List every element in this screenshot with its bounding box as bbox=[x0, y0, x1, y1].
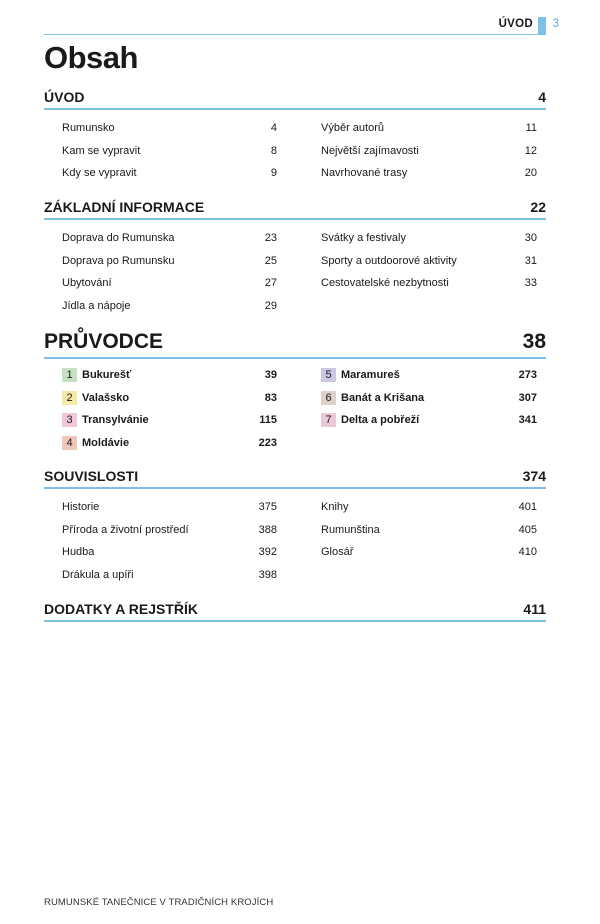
guide-chapter-entry[interactable] bbox=[62, 368, 277, 391]
entries-right-column bbox=[321, 121, 537, 189]
entry-page: 375 bbox=[258, 501, 277, 513]
entries-left-column bbox=[62, 231, 277, 321]
entry-label: Kam se vypravit bbox=[62, 144, 141, 157]
entry-label: Svátky a festivaly bbox=[321, 232, 406, 244]
guide-chapter-entry[interactable] bbox=[62, 413, 277, 436]
section-dodatky-heading[interactable] bbox=[44, 600, 546, 622]
entry-label: Historie bbox=[62, 501, 100, 513]
entry-label: Valašsko bbox=[82, 391, 130, 404]
section-title: ÚVOD bbox=[44, 89, 85, 105]
guide-chapter-entry[interactable] bbox=[321, 391, 537, 414]
entry-page: 405 bbox=[518, 523, 537, 536]
chapter-number-badge: 7 bbox=[321, 413, 336, 427]
section-page: 38 bbox=[522, 330, 546, 353]
toc-entry[interactable] bbox=[62, 568, 277, 591]
toc-entry[interactable] bbox=[62, 121, 277, 144]
section-pruvodce-heading[interactable] bbox=[44, 329, 546, 359]
entry-label: Největší zajímavosti bbox=[321, 144, 419, 157]
toc-entry[interactable] bbox=[62, 254, 277, 277]
entries-right-column bbox=[321, 368, 537, 436]
entry-page: 392 bbox=[258, 546, 277, 558]
section-souvislosti-heading[interactable] bbox=[44, 467, 546, 489]
entries-right-column bbox=[321, 231, 537, 299]
entry-page: 31 bbox=[524, 254, 537, 267]
entry-page: 410 bbox=[518, 546, 537, 558]
entries-left-column bbox=[62, 121, 277, 189]
entry-page: 33 bbox=[524, 277, 537, 289]
entry-page: 30 bbox=[524, 232, 537, 244]
toc-entry[interactable] bbox=[321, 121, 537, 144]
toc-entry[interactable] bbox=[62, 523, 277, 546]
entries-left-column bbox=[62, 368, 277, 458]
toc-entry[interactable] bbox=[321, 276, 537, 299]
entry-page: 9 bbox=[270, 167, 277, 179]
chapter-number-badge: 1 bbox=[62, 368, 77, 382]
entry-label: Příroda a životní prostředí bbox=[62, 523, 189, 536]
entry-page: 12 bbox=[524, 144, 537, 157]
guide-chapter-entry[interactable] bbox=[62, 391, 277, 414]
entries-left-column bbox=[62, 500, 277, 590]
entry-page: 29 bbox=[264, 299, 277, 312]
entry-label: Drákula a upíři bbox=[62, 568, 134, 581]
toc-entry[interactable] bbox=[321, 500, 537, 523]
toc-entry[interactable] bbox=[321, 254, 537, 277]
entry-label: Rumunsko bbox=[62, 122, 115, 134]
guide-chapter-entry[interactable] bbox=[321, 413, 537, 436]
section-uvod-heading[interactable] bbox=[44, 88, 546, 110]
entry-label: Cestovatelské nezbytnosti bbox=[321, 277, 449, 289]
section-page: 4 bbox=[538, 89, 546, 105]
guide-chapter-entry[interactable] bbox=[321, 368, 537, 391]
toc-entry[interactable] bbox=[321, 523, 537, 546]
entry-label: Bukurešť bbox=[82, 369, 132, 381]
entry-label: Kdy se vypravit bbox=[62, 167, 137, 179]
entry-page: 4 bbox=[270, 122, 277, 134]
toc-entry[interactable] bbox=[62, 545, 277, 568]
entry-page: 398 bbox=[258, 568, 277, 581]
entry-label: Ubytování bbox=[62, 277, 112, 289]
entry-page: 115 bbox=[259, 414, 277, 426]
entry-label: Hudba bbox=[62, 546, 95, 558]
entry-label: Doprava do Rumunska bbox=[62, 232, 175, 244]
section-page: 374 bbox=[522, 468, 546, 484]
entry-page: 401 bbox=[518, 501, 537, 513]
toc-entry[interactable] bbox=[62, 144, 277, 167]
entry-page: 341 bbox=[518, 414, 537, 426]
entry-label: Jídla a nápoje bbox=[62, 299, 131, 312]
entry-label: Doprava po Rumunsku bbox=[62, 254, 175, 267]
chapter-number-badge: 6 bbox=[321, 391, 336, 405]
page-number: 3 bbox=[552, 18, 559, 30]
toc-entry[interactable] bbox=[321, 144, 537, 167]
entry-page: 25 bbox=[264, 254, 277, 267]
photo-caption-footer: RUMUNSKÉ TANEČNICE V TRADIČNÍCH KROJÍCH bbox=[44, 897, 274, 908]
entry-page: 23 bbox=[264, 232, 277, 244]
entries-right-column bbox=[321, 500, 537, 568]
toc-entry[interactable] bbox=[62, 166, 277, 189]
entry-page: 307 bbox=[518, 391, 537, 404]
entry-page: 83 bbox=[264, 391, 277, 404]
toc-entry[interactable] bbox=[62, 299, 277, 322]
section-title: PRŮVODCE bbox=[44, 330, 164, 353]
toc-entry[interactable] bbox=[62, 231, 277, 254]
entry-label: Navrhované trasy bbox=[321, 167, 408, 179]
running-head bbox=[44, 17, 559, 35]
section-title: DODATKY A REJSTŘÍK bbox=[44, 601, 199, 617]
toc-entry[interactable] bbox=[321, 545, 537, 568]
page-title: Obsah bbox=[44, 40, 138, 75]
entry-page: 39 bbox=[264, 369, 277, 381]
entry-page: 273 bbox=[518, 369, 537, 381]
toc-entry[interactable] bbox=[62, 276, 277, 299]
entry-label: Výběr autorů bbox=[321, 122, 384, 134]
entry-label: Banát a Krišana bbox=[341, 391, 425, 404]
chapter-number-badge: 2 bbox=[62, 391, 77, 405]
entry-page: 27 bbox=[264, 277, 277, 289]
entry-page: 20 bbox=[524, 167, 537, 179]
chapter-number-badge: 4 bbox=[62, 436, 77, 450]
entry-page: 8 bbox=[270, 144, 277, 157]
section-title: ZÁKLADNÍ INFORMACE bbox=[44, 199, 205, 215]
section-page: 22 bbox=[530, 199, 546, 215]
toc-entry[interactable] bbox=[321, 231, 537, 254]
toc-entry[interactable] bbox=[321, 166, 537, 189]
guide-chapter-entry[interactable] bbox=[62, 436, 277, 459]
running-head-tab bbox=[538, 17, 546, 34]
entry-page: 388 bbox=[258, 523, 277, 536]
entry-label: Knihy bbox=[321, 501, 349, 513]
entry-page: 11 bbox=[525, 122, 537, 134]
running-head-label: ÚVOD bbox=[498, 18, 533, 30]
entry-label: Sporty a outdoorové aktivity bbox=[321, 254, 457, 267]
chapter-number-badge: 5 bbox=[321, 368, 336, 382]
toc-entry[interactable] bbox=[62, 500, 277, 523]
entry-label: Rumunština bbox=[321, 523, 380, 536]
chapter-number-badge: 3 bbox=[62, 413, 77, 427]
entry-label: Transylvánie bbox=[82, 414, 149, 426]
entry-label: Glosář bbox=[321, 546, 354, 558]
entry-page: 223 bbox=[258, 436, 277, 449]
entry-label: Moldávie bbox=[82, 436, 130, 449]
section-title: SOUVISLOSTI bbox=[44, 468, 139, 484]
section-zakladni-heading[interactable] bbox=[44, 198, 546, 220]
section-page: 411 bbox=[523, 601, 546, 617]
entry-label: Maramureš bbox=[341, 369, 400, 381]
entry-label: Delta a pobřeží bbox=[341, 414, 420, 426]
